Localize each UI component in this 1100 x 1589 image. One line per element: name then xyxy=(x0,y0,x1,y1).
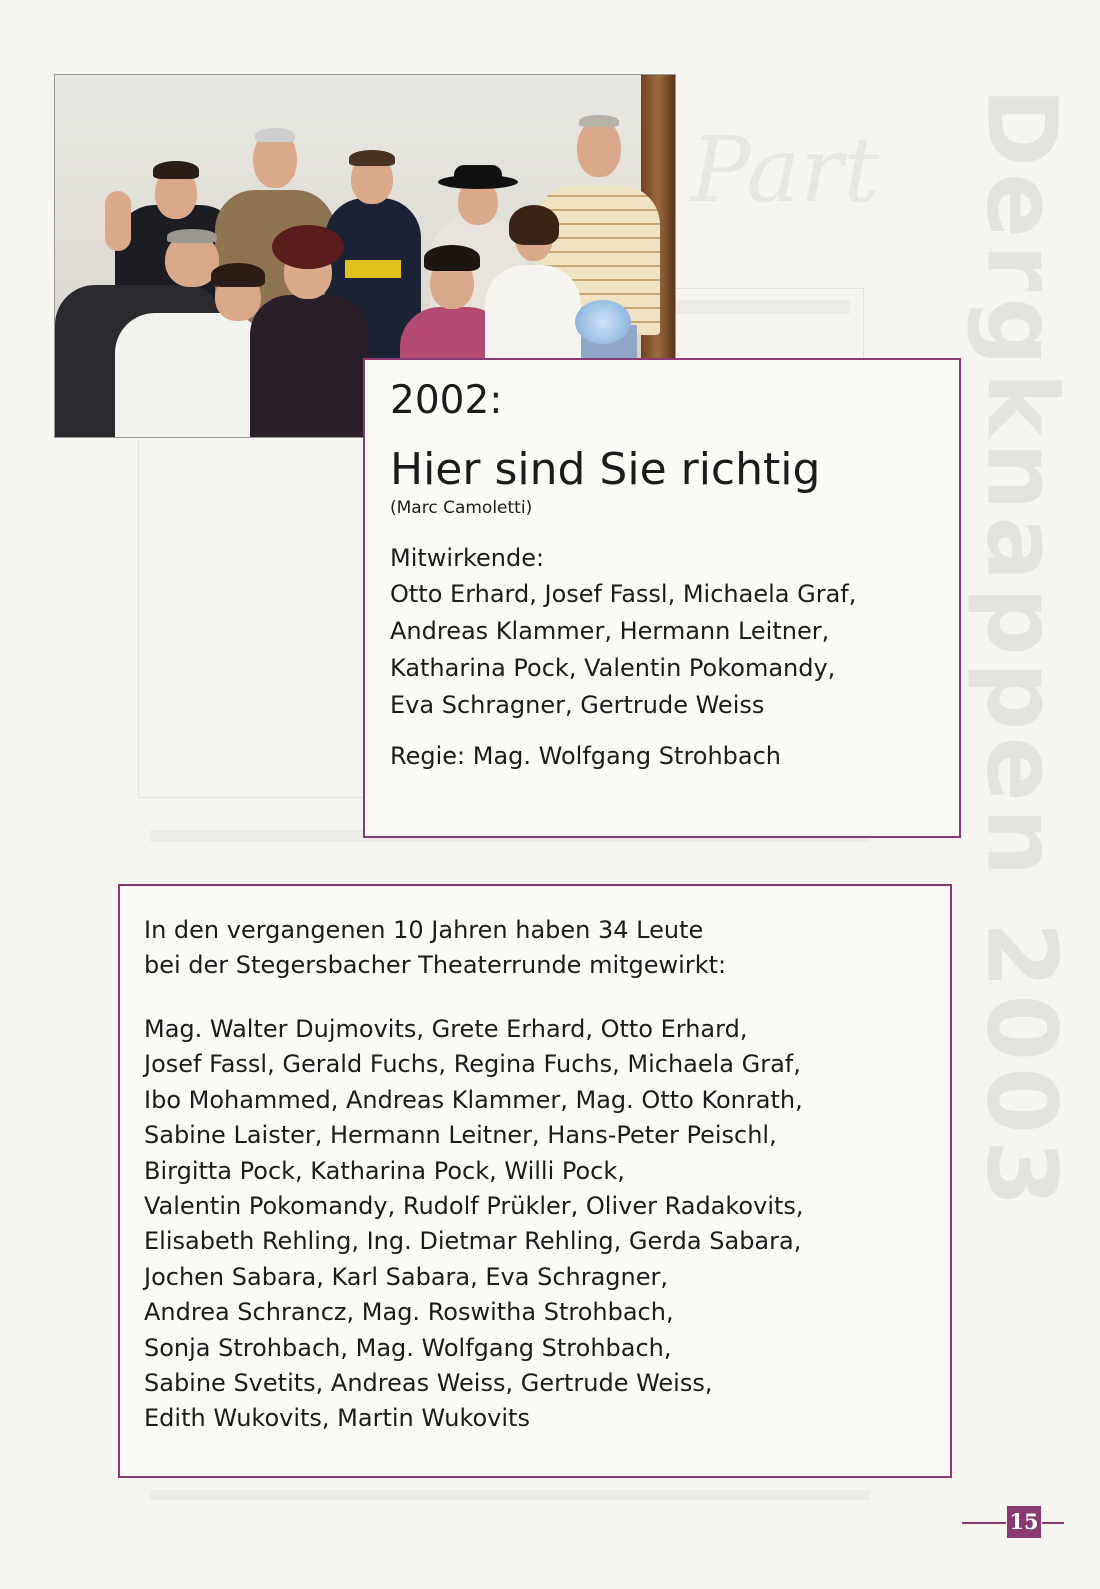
members-line: Edith Wukovits, Martin Wukovits xyxy=(144,1404,530,1433)
page-number-rule-right xyxy=(1042,1522,1064,1524)
cast-line: Andreas Klammer, Hermann Leitner, xyxy=(390,617,830,645)
director-credit: Regie: Mag. Wolfgang Strohbach xyxy=(390,742,782,770)
page-number: 15 xyxy=(1007,1506,1041,1538)
production-year: 2002: xyxy=(390,378,503,423)
show-through-vertical-title: Dergknappen 2003 xyxy=(966,87,1079,1213)
members-line: Sonja Strohbach, Mag. Wolfgang Strohbach, xyxy=(144,1333,672,1362)
feather-duster xyxy=(575,300,635,350)
members-line: Andrea Schrancz, Mag. Roswitha Strohbach, xyxy=(144,1298,674,1327)
intro-line: bei der Stegersbacher Theaterrunde mitgewirkt: xyxy=(144,951,727,979)
cast-line: Eva Schragner, Gertrude Weiss xyxy=(390,691,765,719)
cast-list xyxy=(390,576,935,724)
members-list xyxy=(144,1012,926,1437)
play-title: Hier sind Sie richtig xyxy=(390,444,821,495)
play-author: (Marc Camoletti) xyxy=(390,498,533,518)
members-line: Sabine Laister, Hermann Leitner, Hans-Peter Peischl, xyxy=(144,1121,777,1150)
photo-person xyxy=(250,225,370,438)
members-line: Josef Fassl, Gerald Fuchs, Regina Fuchs, Michaela Graf, xyxy=(144,1050,801,1079)
members-line: Jochen Sabara, Karl Sabara, Eva Schragner, xyxy=(144,1262,669,1291)
cast-line: Otto Erhard, Josef Fassl, Michaela Graf, xyxy=(390,580,857,608)
members-line: Elisabeth Rehling, Ing. Dietmar Rehling, Gerda Sabara, xyxy=(144,1227,802,1256)
show-through-lines xyxy=(150,1490,870,1500)
show-through-script: Part xyxy=(690,118,880,223)
intro-line: In den vergangenen 10 Jahren haben 34 Leute xyxy=(144,916,704,944)
cast-line: Katharina Pock, Valentin Pokomandy, xyxy=(390,654,836,682)
members-line: Mag. Walter Dujmovits, Grete Erhard, Otto Erhard, xyxy=(144,1015,748,1043)
members-line: Birgitta Pock, Katharina Pock, Willi Pock, xyxy=(144,1156,625,1185)
members-line: Sabine Svetits, Andreas Weiss, Gertrude Weiss, xyxy=(144,1369,713,1398)
members-line: Ibo Mohammed, Andreas Klammer, Mag. Otto Konrath, xyxy=(144,1085,803,1114)
members-intro xyxy=(144,913,926,983)
cast-heading: Mitwirkende: xyxy=(390,544,545,572)
page-number-rule-left xyxy=(962,1522,1006,1524)
production-info-box xyxy=(363,358,961,838)
members-box xyxy=(118,884,952,1478)
members-line: Valentin Pokomandy, Rudolf Prükler, Oliver Radakovits, xyxy=(144,1192,804,1221)
